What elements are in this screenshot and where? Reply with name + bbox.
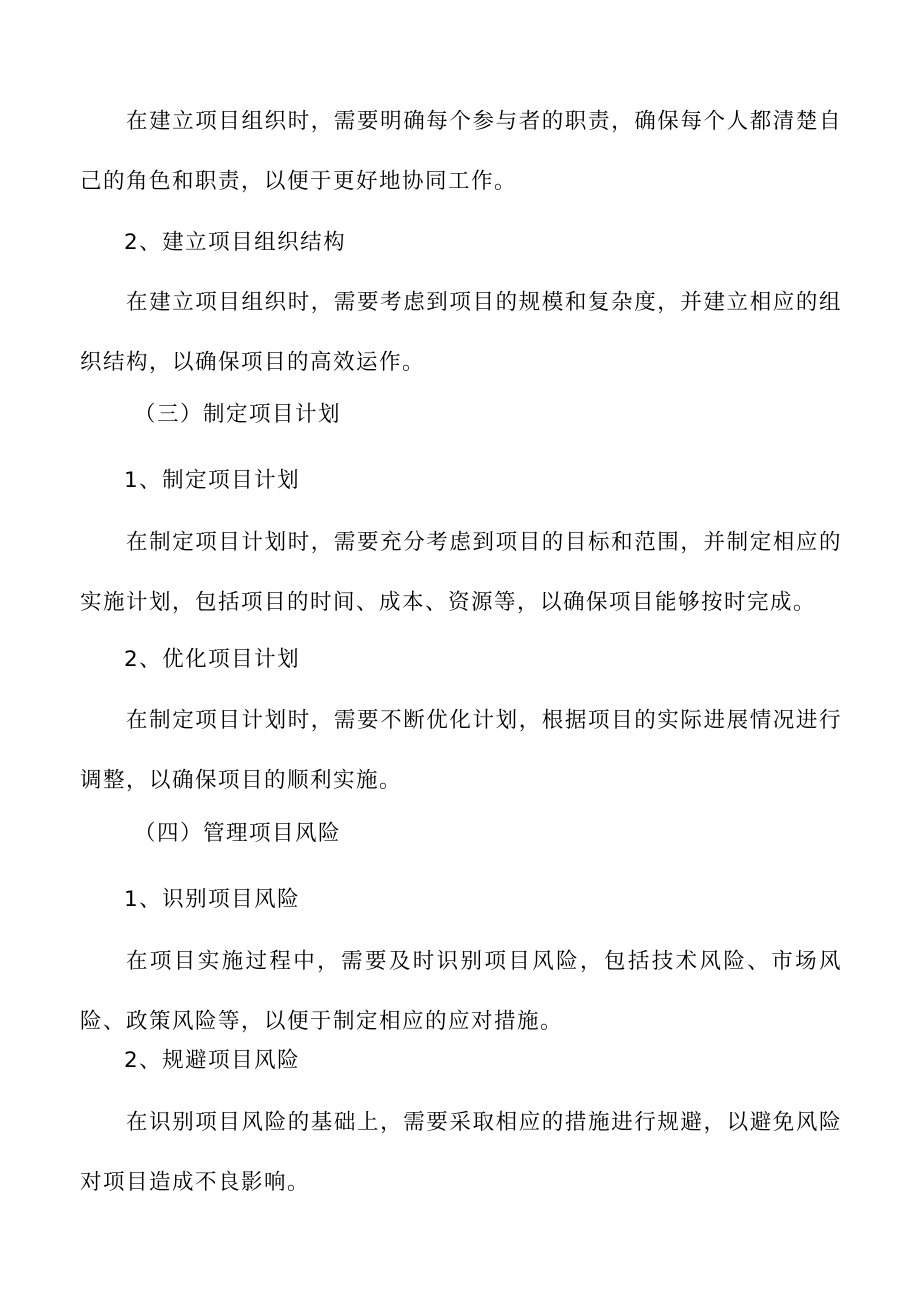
paragraph-make-plan: 在制定项目计划时，需要充分考虑到项目的目标和范围，并制定相应的实施计划，包括项目的时间、成本、资源等，以确保项目能够按时完成。: [80, 530, 842, 615]
paragraph-structure: 在建立项目组织时，需要考虑到项目的规模和复杂度，并建立相应的组织结构，以确保项目的高效运作。: [80, 290, 842, 375]
paragraph-role-clarity: 在建立项目组织时，需要明确每个参与者的职责，确保每个人都清楚自己的角色和职责，以便于更好地协同工作。: [80, 109, 842, 194]
heading-build-structure: 2、建立项目组织结构: [124, 230, 347, 255]
heading-make-plan: 1、制定项目计划: [124, 468, 301, 493]
paragraph-identify-risk: 在项目实施过程中，需要及时识别项目风险，包括技术风险、市场风险、政策风险等，以便于制定相应的应对措施。: [80, 949, 842, 1034]
section-title-manage-risk: （四）管理项目风险: [134, 821, 342, 846]
paragraph-optimize-plan: 在制定项目计划时，需要不断优化计划，根据项目的实际进展情况进行调整，以确保项目的顺利实施。: [80, 708, 842, 793]
heading-avoid-risk: 2、规避项目风险: [124, 1048, 301, 1073]
section-title-make-plan: （三）制定项目计划: [134, 402, 342, 427]
paragraph-avoid-risk: 在识别项目风险的基础上，需要采取相应的措施进行规避，以避免风险对项目造成不良影响。: [80, 1110, 842, 1195]
heading-identify-risk: 1、识别项目风险: [124, 887, 301, 912]
heading-optimize-plan: 2、优化项目计划: [124, 647, 301, 672]
